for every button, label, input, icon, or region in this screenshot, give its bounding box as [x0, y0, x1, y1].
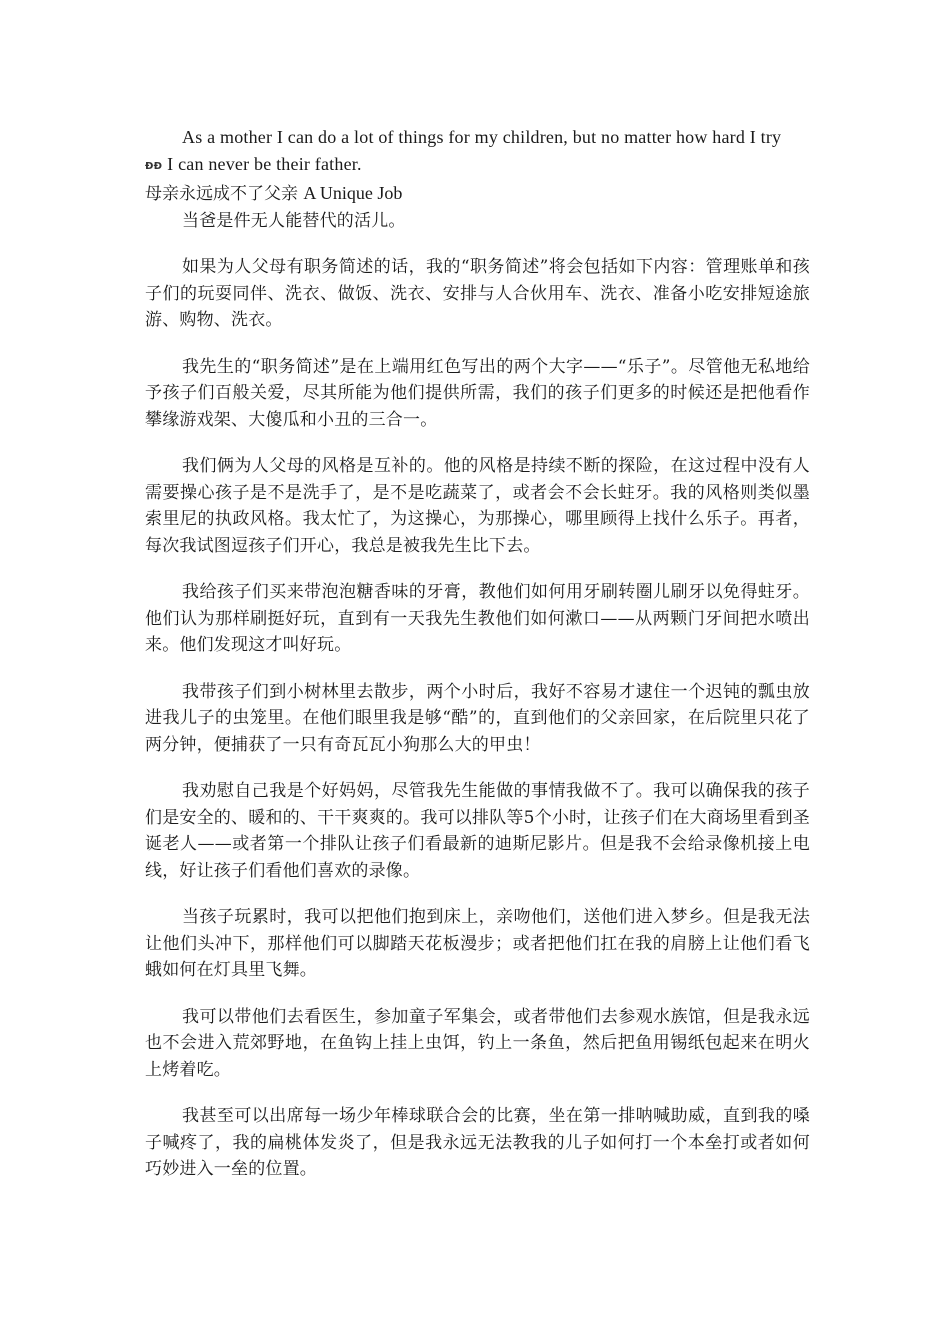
- body-paragraph-8: 我可以带他们去看医生，参加童子军集会，或者带他们去参观水族馆，但是我永远也不会进入荒郊野地，在鱼钩上挂上虫饵，钓上一条鱼，然后把鱼用锡纸包起来在明火上烤着吃。: [145, 1006, 810, 1080]
- body-paragraph-5: 我带孩子们到小树林里去散步，两个小时后，我好不容易才逮住一个迟钝的瓢虫放进我儿子的虫笼里。在他们眼里我是够“酷”的，直到他们的父亲回家，在后院里只花了两分钟，便捕获了一只有奇瓦瓦小狗那么大的甲虫！: [145, 681, 810, 755]
- intro-line-1: As a mother I can do a lot of things for my children, but no matter how hard I try: [182, 127, 782, 147]
- title-english: A Unique Job: [303, 183, 403, 203]
- body-paragraph-4: 我给孩子们买来带泡泡糖香味的牙膏，教他们如何用牙刷转圈儿刷牙以免得蛀牙。他们认为那样刷挺好玩，直到有一天我先生教他们如何漱口——从两颗门牙间把水喷出来。他们发现这才叫好玩。: [145, 582, 810, 655]
- article-title: [145, 180, 810, 208]
- document-page: [145, 124, 810, 1183]
- title-chinese: 母亲永远成不了父亲: [145, 184, 298, 204]
- body-paragraph-6: 我劝慰自己我是个好妈妈，尽管我先生能做的事情我做不了。我可以确保我的孩子们是安全的、暖和的、干干爽爽的。我可以排队等5个小时，让孩子们在大商场里看到圣诞老人——或者第一个排队让孩子们看最新的迪斯尼影片。但是我不会给录像机接上电线，好让孩子们看他们喜欢的录像。: [145, 781, 810, 881]
- intro-line-2: I can never be their father.: [167, 153, 362, 174]
- body-paragraph-2: 我先生的“职务简述”是在上端用红色写出的两个大字——“乐子”。尽管他无私地给予孩子们百般关爱，尽其所能为他们提供所需，我们的孩子们更多的时候还是把他看作攀缘游戏架、大傻瓜和小丑的三合一。: [145, 356, 810, 430]
- intro-paragraph: [145, 124, 810, 180]
- body-paragraph-7: 当孩子玩累时，我可以把他们抱到床上，亲吻他们，送他们进入梦乡。但是我无法让他们头冲下，那样他们可以脚踏天花板漫步；或者把他们扛在我的肩膀上让他们看飞蛾如何在灯具里飞舞。: [145, 907, 810, 980]
- body-paragraph-9: 我甚至可以出席每一场少年棒球联合会的比赛，坐在第一排呐喊助威，直到我的嗓子喊疼了，我的扁桃体发炎了，但是我永远无法教我的儿子如何打一个本垒打或者如何巧妙进入一垒的位置。: [145, 1106, 810, 1179]
- body-paragraph-3: 我们俩为人父母的风格是互补的。他的风格是持续不断的探险，在这过程中没有人需要操心孩子是不是洗手了，是不是吃蔬菜了，或者会不会长蛀牙。我的风格则类似墨索里尼的执政风格。我太忙了，为这操心，为那操心，哪里顾得上找什么乐子。再者，每次我试图逗孩子们开心，我总是被我先生比下去。: [145, 456, 810, 556]
- article-subtitle: 当爸是件无人能替代的活儿。: [182, 210, 406, 231]
- intro-marker: ÐÐ: [145, 160, 163, 172]
- body-paragraph-1: 如果为人父母有职务简述的话，我的“职务简述”将会包括如下内容：管理账单和孩子们的玩耍同伴、洗衣、做饭、洗衣、安排与人合伙用车、洗衣、准备小吃安排短途旅游、购物、洗衣。: [145, 257, 810, 330]
